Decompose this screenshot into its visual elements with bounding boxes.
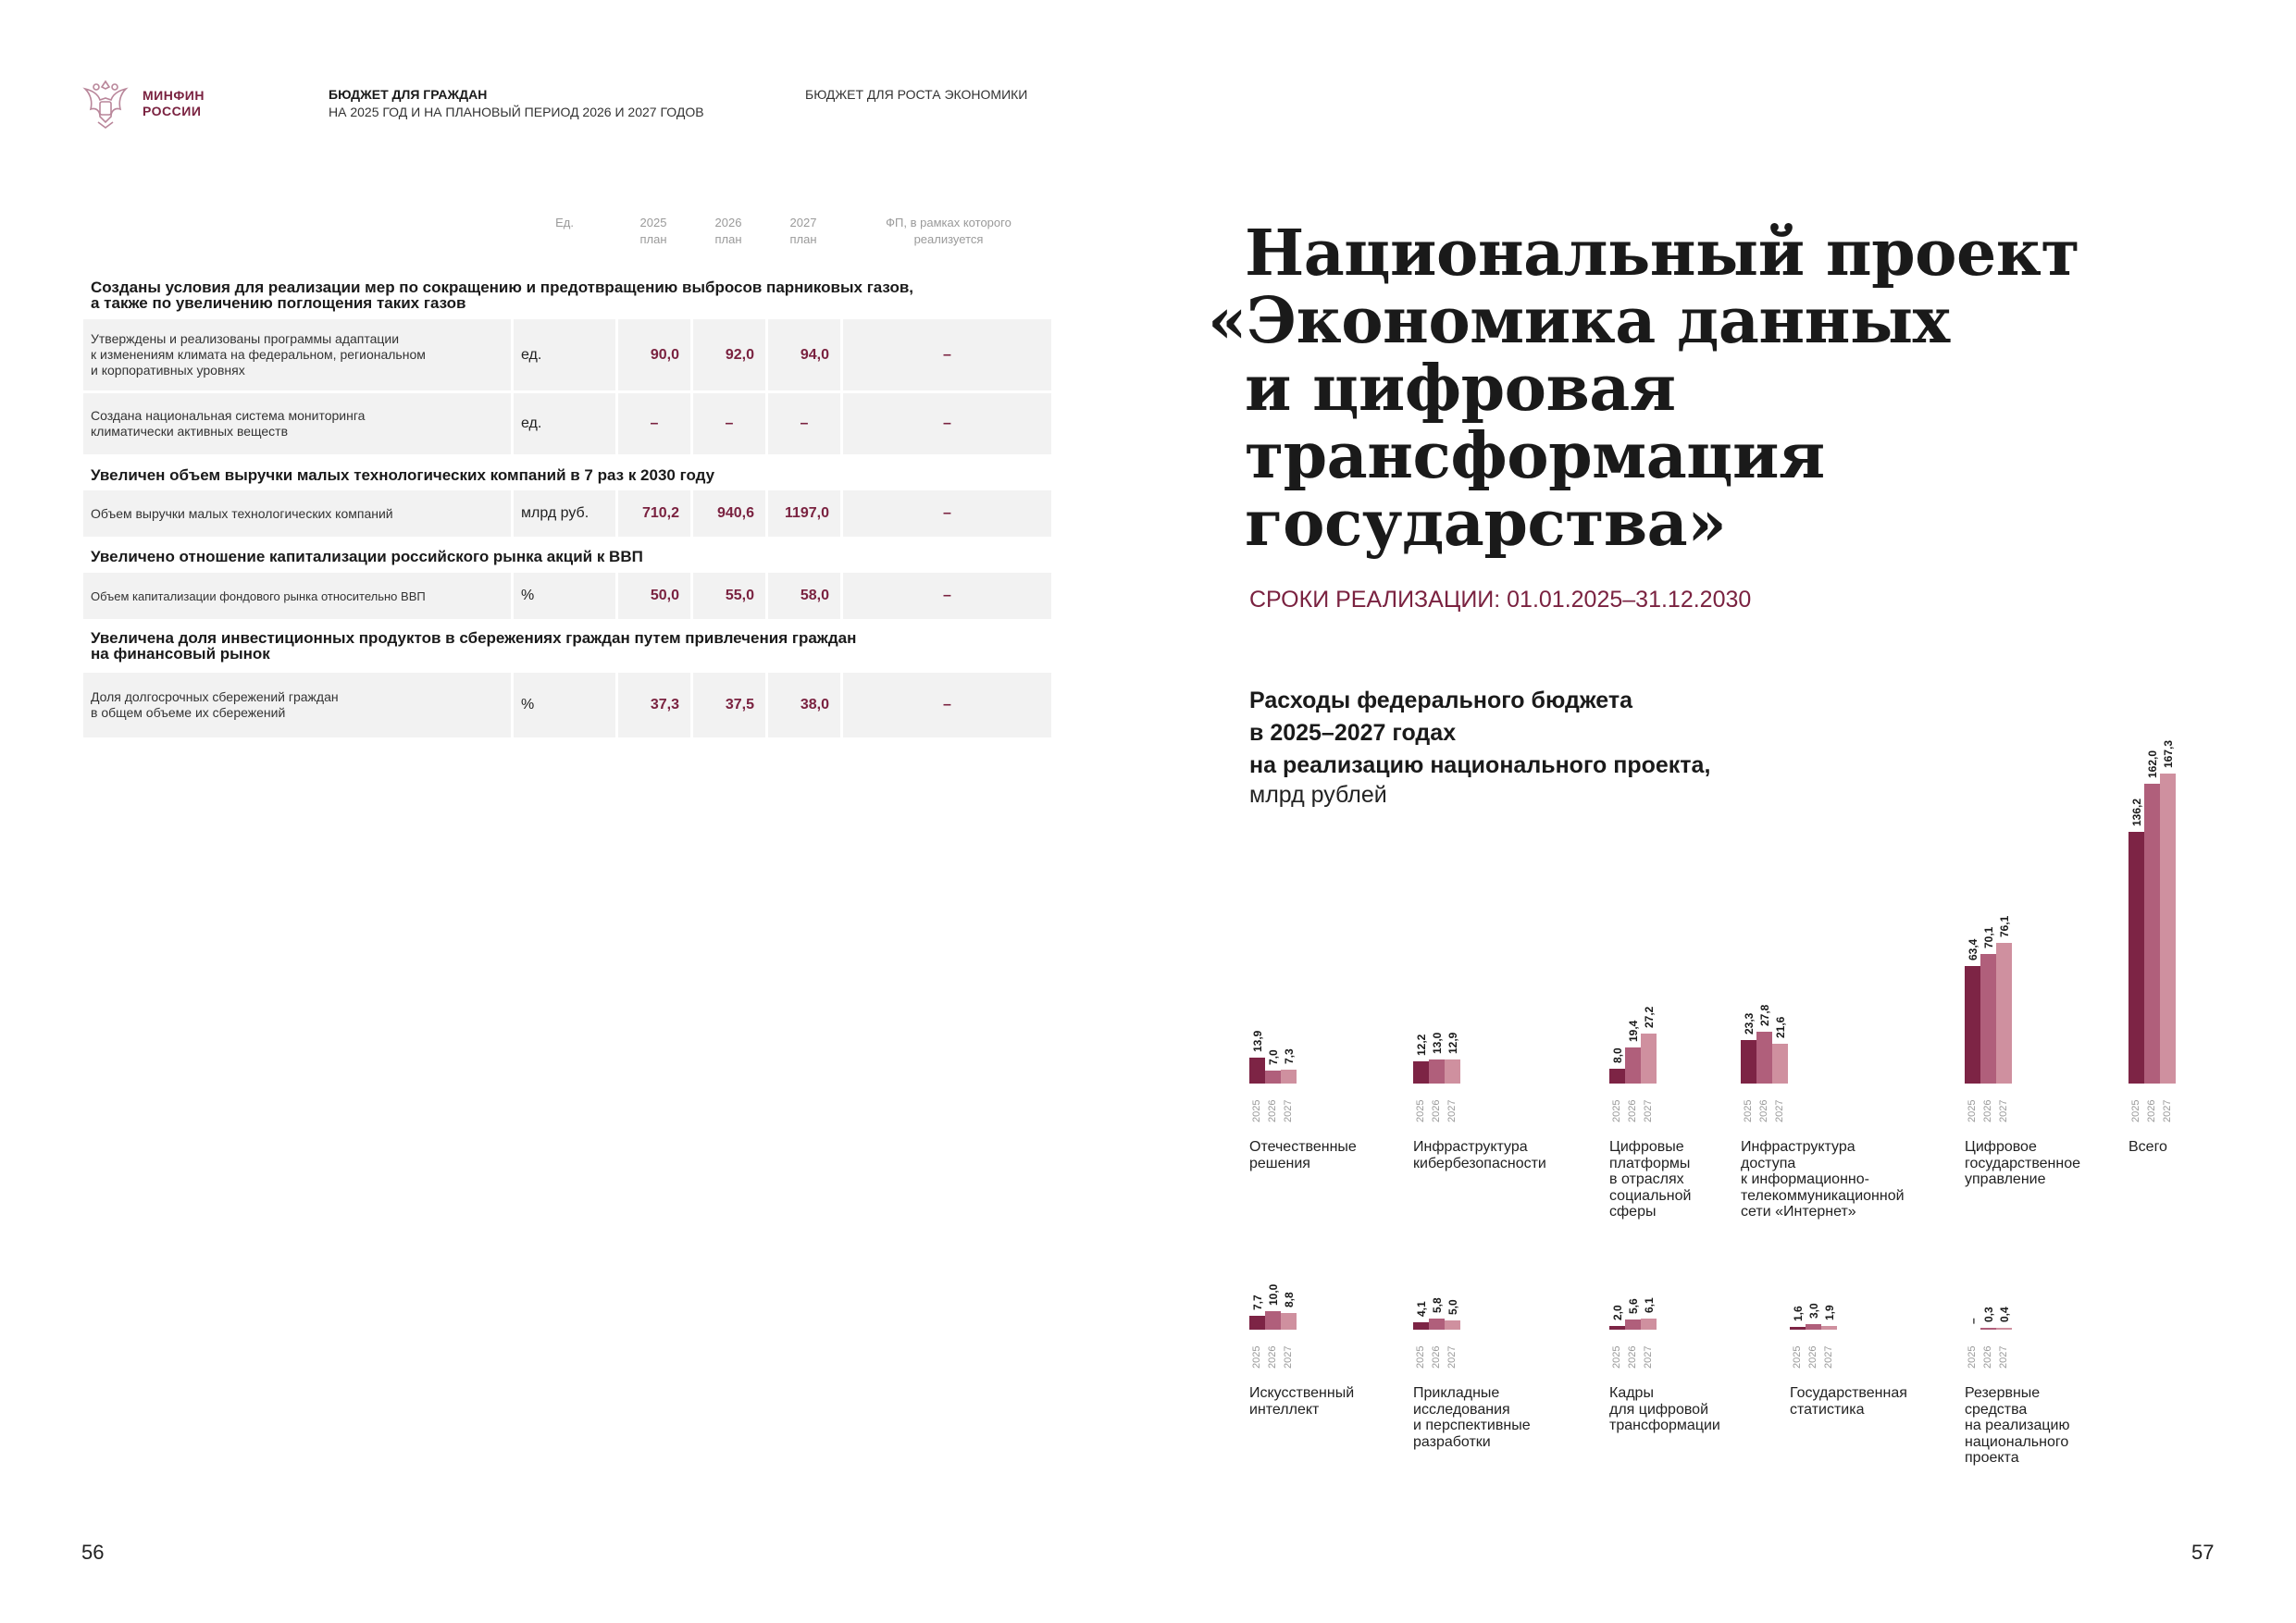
project-title: [1208, 217, 2079, 561]
chart-value-label: 13,0: [1431, 1032, 1444, 1054]
chart-value-label: 2,0: [1611, 1305, 1624, 1320]
table-row-value-2027: 38,0: [768, 673, 840, 737]
chart-value-label: 8,8: [1283, 1292, 1296, 1308]
table-row-value-2026: 37,5: [693, 673, 765, 737]
chart-year-label: 2026: [2146, 1099, 2157, 1122]
chart-value-label: 12,9: [1446, 1032, 1459, 1055]
chart-bar-2025: [1413, 1322, 1429, 1330]
project-title-line: трансформация: [1245, 419, 1825, 493]
chart-year-label: 2025: [1611, 1345, 1622, 1369]
chart-bar-2027: [1281, 1313, 1297, 1330]
implementation-terms: СРОКИ РЕАЛИЗАЦИИ: 01.01.2025–31.12.2030: [1249, 587, 1752, 613]
header-right-title: БЮДЖЕТ ДЛЯ РОСТА ЭКОНОМИКИ: [805, 87, 1028, 102]
chart-year-label: 2025: [1792, 1345, 1803, 1369]
chart-year-label: 2027: [1283, 1345, 1294, 1369]
table-row-value-2025: 50,0: [618, 573, 690, 619]
chart-bar-2025: [1249, 1316, 1265, 1330]
chart-bar-2026: [2144, 784, 2160, 1084]
chart-year-label: 2027: [1283, 1099, 1294, 1122]
project-title-line: Национальный проект: [1245, 217, 2079, 291]
chart-value-label: 27,8: [1758, 1005, 1771, 1027]
table-row-value-2027: 94,0: [768, 319, 840, 390]
chart-category-label: Государственная статистика: [1790, 1385, 1907, 1418]
chart-year-label: 2025: [1415, 1099, 1426, 1122]
chart-year-label: 2025: [1251, 1345, 1262, 1369]
chart-bar-2025: [1741, 1040, 1756, 1084]
chart-value-label: 23,3: [1743, 1013, 1756, 1035]
expenses-unit: млрд рублей: [1249, 782, 1387, 808]
chart-bar-2027: [1281, 1070, 1297, 1084]
chart-bar-2026: [1429, 1059, 1445, 1084]
table-row-fp: –: [843, 393, 1051, 454]
chart-year-label: 2027: [1998, 1345, 2009, 1369]
table-row-fp: –: [843, 490, 1051, 537]
chart-bar-2025: [2128, 832, 2144, 1084]
col-header-2026: 2026 план: [714, 216, 742, 246]
chart-bar-2027: [1445, 1059, 1460, 1084]
chart-year-label: 2025: [2130, 1099, 2141, 1122]
chart-bar-2025: [1609, 1326, 1625, 1330]
chart-year-label: 2026: [1267, 1099, 1278, 1122]
chart-year-label: 2026: [1807, 1345, 1818, 1369]
chart-bar-2026: [1625, 1047, 1641, 1084]
chart-value-label: 5,6: [1627, 1298, 1640, 1314]
table-row-name: Доля долгосрочных сбережений граждан в общем объеме их сбережений: [83, 673, 511, 737]
chart-value-label: 162,0: [2146, 750, 2159, 778]
page-number-right: 57: [2191, 1541, 2215, 1564]
chart-bar-2027: [2160, 774, 2176, 1084]
section-title-capitalization: Увеличено отношение капитализации российского рынка акций к ВВП: [91, 548, 643, 565]
chart-value-label: 70,1: [1982, 926, 1995, 948]
logo-text-line1: МИНФИН: [143, 88, 205, 103]
table-row-unit: ед.: [514, 393, 615, 454]
chart-bar-2025: [1965, 966, 1980, 1084]
chart-year-label: 2026: [1982, 1345, 1993, 1369]
table-row-name: Объем выручки малых технологических компаний: [83, 490, 511, 537]
chart-bar-2027: [1641, 1319, 1657, 1330]
table-row-unit: %: [514, 573, 615, 619]
chart-bar-2027: [1772, 1044, 1788, 1084]
table-row-value-2025: –: [618, 393, 690, 454]
chart-value-label: 7,3: [1283, 1048, 1296, 1065]
chart-year-label: 2027: [1446, 1345, 1458, 1369]
chart-value-label: 21,6: [1774, 1016, 1787, 1038]
chart-bar-2026: [1429, 1319, 1445, 1330]
chart-bar-2026: [1265, 1071, 1281, 1084]
chart-bar-2026: [1980, 954, 1996, 1084]
table-row-unit: млрд руб.: [514, 490, 615, 537]
chart-value-label: 63,4: [1967, 938, 1980, 961]
chart-year-label: 2027: [1823, 1345, 1834, 1369]
col-header-fp: ФП, в рамках которого реализуется: [886, 216, 1011, 246]
table-row-fp: –: [843, 573, 1051, 619]
chart-value-label: 7,7: [1251, 1294, 1264, 1310]
chart-year-label: 2027: [1998, 1099, 2009, 1122]
table-row-value-2025: 37,3: [618, 673, 690, 737]
chart-value-label: 167,3: [2162, 740, 2175, 769]
logo-text-line2: РОССИИ: [143, 104, 202, 118]
table-row-unit: ед.: [514, 319, 615, 390]
table-row-value-2027: 1197,0: [768, 490, 840, 537]
table-row-value-2027: –: [768, 393, 840, 454]
chart-value-label: 12,2: [1415, 1034, 1428, 1056]
chart-value-label: 5,8: [1431, 1297, 1444, 1314]
chart-category-label: Цифровое государственное управление: [1965, 1139, 2080, 1187]
chart-value-label: 13,9: [1251, 1030, 1264, 1053]
chart-year-label: 2027: [2162, 1099, 2173, 1122]
chart-value-label: 1,6: [1792, 1306, 1805, 1321]
chart-value-label: 7,0: [1267, 1049, 1280, 1065]
col-header-2025: 2025 план: [639, 216, 667, 246]
chart-bar-2026: [1980, 1328, 1996, 1330]
table-row-fp: –: [843, 673, 1051, 737]
chart-category-label: Кадры для цифровой трансформации: [1609, 1385, 1720, 1433]
chart-bar-2027: [1996, 1328, 2012, 1330]
chart-value-label: 76,1: [1998, 915, 2011, 937]
section-title-emissions: Созданы условия для реализации мер по сокращению и предотвращению выбросов парниковых газов, а также по увеличению поглощения таких газов: [91, 279, 914, 312]
chart-category-label: Цифровые платформы в отраслях социальной сферы: [1609, 1139, 1692, 1220]
chart-category-label: Прикладные исследования и перспективные разработки: [1413, 1385, 1531, 1450]
chart-year-label: 2026: [1431, 1345, 1442, 1369]
chart-year-label: 2025: [1967, 1099, 1978, 1122]
chart-bar-2025: [1249, 1058, 1265, 1084]
chart-bar-2025: [1413, 1061, 1429, 1084]
chart-bar-2026: [1265, 1311, 1281, 1330]
chart-year-label: 2027: [1643, 1345, 1654, 1369]
coat-of-arms-emblem-icon: [80, 76, 131, 131]
project-title-line: и цифровая: [1245, 352, 1676, 426]
chart-value-label: 1,9: [1823, 1305, 1836, 1321]
chart-year-label: 2026: [1982, 1099, 1993, 1122]
chart-bar-2027: [1821, 1326, 1837, 1330]
chart-category-label: Инфраструктура доступа к информационно- телекоммуникационной сети «Интернет»: [1741, 1139, 1905, 1220]
chart-year-label: 2025: [1251, 1099, 1262, 1122]
chart-value-label: 0,3: [1982, 1307, 1995, 1322]
chart-bar-2027: [1996, 943, 2012, 1084]
chart-value-label: 27,2: [1643, 1006, 1656, 1028]
section-title-investment: Увеличена доля инвестиционных продуктов в сбережениях граждан путем привлечения граждан на финансовый рынок: [91, 629, 857, 663]
chart-category-label: Отечественные решения: [1249, 1139, 1357, 1171]
chart-value-label: 0,4: [1998, 1307, 2011, 1322]
chart-bar-2026: [1806, 1324, 1821, 1330]
chart-category-label: Инфраструктура кибербезопасности: [1413, 1139, 1546, 1171]
expenses-title: Расходы федерального бюджета в 2025–2027 годах на реализацию национального проекта,: [1249, 688, 1711, 778]
chart-year-label: 2025: [1611, 1099, 1622, 1122]
chart-category-label: Искусственный интеллект: [1249, 1385, 1355, 1418]
table-row-name: Утверждены и реализованы программы адаптации к изменениям климата на федеральном, региональном и корпоративных уровнях: [83, 319, 511, 390]
chart-bar-2027: [1445, 1320, 1460, 1330]
chart-year-label: 2025: [1967, 1345, 1978, 1369]
chart-value-label: –: [1967, 1318, 1980, 1324]
chart-bar-2025: [1790, 1327, 1806, 1330]
table-row-name: Создана национальная система мониторинга климатически активных веществ: [83, 393, 511, 454]
chart-year-label: 2025: [1743, 1099, 1754, 1122]
chart-year-label: 2026: [1627, 1099, 1638, 1122]
chart-bar-2025: [1609, 1069, 1625, 1084]
table-row-name: Объем капитализации фондового рынка относительно ВВП: [83, 573, 511, 619]
project-title-line: государства»: [1245, 487, 1727, 561]
chart-value-label: 19,4: [1627, 1020, 1640, 1043]
table-row-value-2025: 710,2: [618, 490, 690, 537]
chart-value-label: 4,1: [1415, 1301, 1428, 1317]
table-row-value-2026: 55,0: [693, 573, 765, 619]
table-row-value-2026: 940,6: [693, 490, 765, 537]
chart-value-label: 6,1: [1643, 1297, 1656, 1313]
chart-category-label: Всего: [2128, 1139, 2167, 1155]
chart-year-label: 2027: [1446, 1099, 1458, 1122]
table-row-value-2027: 58,0: [768, 573, 840, 619]
chart-year-label: 2026: [1431, 1099, 1442, 1122]
col-header-unit: Ед.: [555, 216, 574, 229]
chart-bar-2026: [1625, 1319, 1641, 1330]
table-row-value-2026: –: [693, 393, 765, 454]
chart-year-label: 2027: [1643, 1099, 1654, 1122]
chart-bar-2027: [1641, 1034, 1657, 1084]
chart-year-label: 2026: [1627, 1345, 1638, 1369]
chart-value-label: 136,2: [2130, 798, 2143, 826]
chart-year-label: 2026: [1758, 1099, 1769, 1122]
header-title: БЮДЖЕТ ДЛЯ ГРАЖДАН: [329, 87, 488, 102]
project-title-line: «Экономика данных: [1208, 284, 1950, 358]
table-row-value-2025: 90,0: [618, 319, 690, 390]
chart-value-label: 3,0: [1807, 1303, 1820, 1319]
chart-category-label: Резервные средства на реализацию национального проекта: [1965, 1385, 2070, 1466]
section-title-tech-revenue: Увеличен объем выручки малых технологических компаний в 7 раз к 2030 году: [91, 466, 715, 484]
chart-value-label: 10,0: [1267, 1283, 1280, 1306]
header-subtitle: НА 2025 ГОД И НА ПЛАНОВЫЙ ПЕРИОД 2026 И 2027 ГОДОВ: [329, 105, 704, 119]
chart-year-label: 2025: [1415, 1345, 1426, 1369]
chart-year-label: 2027: [1774, 1099, 1785, 1122]
chart-year-label: 2026: [1267, 1345, 1278, 1369]
chart-value-label: 8,0: [1611, 1047, 1624, 1063]
table-row-fp: –: [843, 319, 1051, 390]
page-number-left: 56: [81, 1541, 105, 1564]
col-header-2027: 2027 план: [789, 216, 817, 246]
chart-bar-2026: [1756, 1032, 1772, 1084]
table-row-unit: %: [514, 673, 615, 737]
table-row-value-2026: 92,0: [693, 319, 765, 390]
chart-value-label: 5,0: [1446, 1299, 1459, 1315]
